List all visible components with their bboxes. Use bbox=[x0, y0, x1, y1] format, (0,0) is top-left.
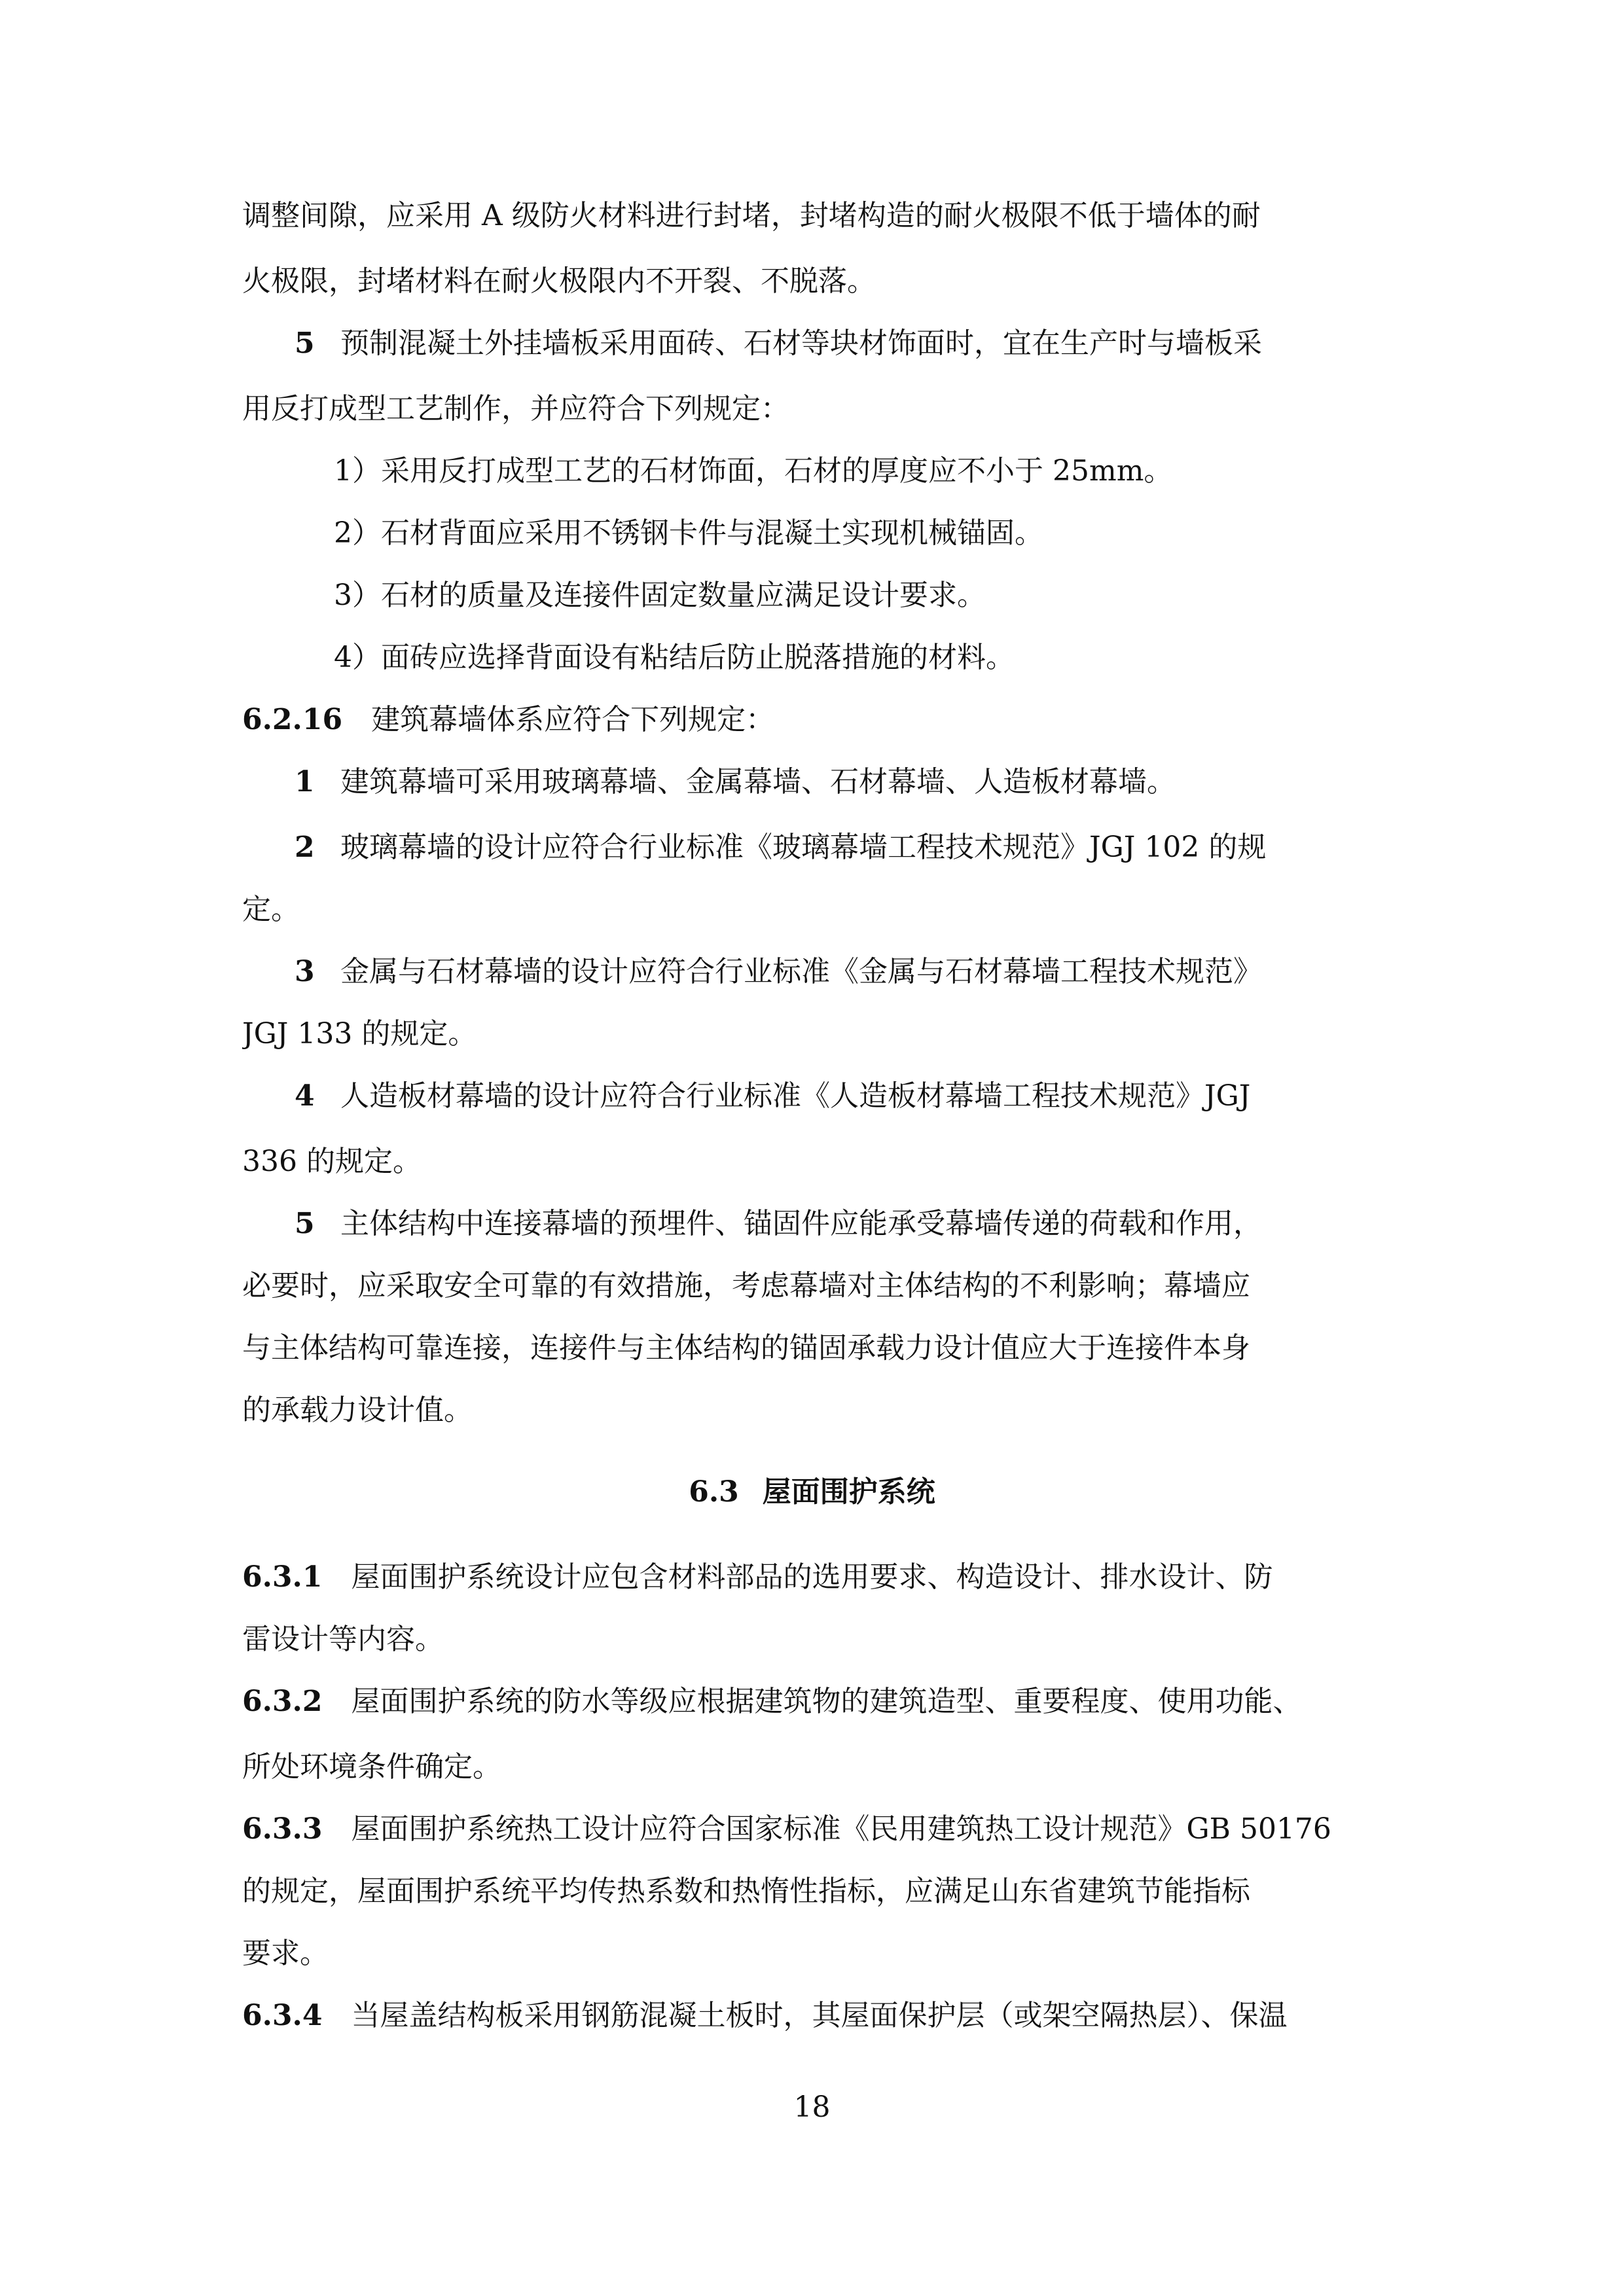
text-line: JGJ 133 的规定。 bbox=[242, 1017, 477, 1050]
list-item-5: 5 预制混凝土外挂墙板采用面砖、石材等块材饰面时，宜在生产时与墙板采 bbox=[242, 324, 1394, 363]
list-item-3: 3 金属与石材幕墙的设计应符合行业标准《金属与石材幕墙工程技术规范》 bbox=[242, 952, 1394, 992]
sub-item-2: 2）石材背面应采用不锈钢卡件与混凝土实现机械锚固。 bbox=[334, 516, 1043, 550]
sub-item-1: 1）采用反打成型工艺的石材饰面，石材的厚度应不小于 25mm。 bbox=[334, 454, 1173, 488]
clause-6-3-4: 6.3.4 当屋盖结构板采用钢筋混凝土板时，其屋面保护层（或架空隔热层）、保温 bbox=[242, 1999, 1288, 2032]
item-number: 1 bbox=[295, 765, 315, 798]
item-number: 5 bbox=[295, 1207, 315, 1240]
text-line: 调整间隙，应采用 A 级防火材料进行封堵，封堵构造的耐火极限不低于墙体的耐 bbox=[242, 199, 1261, 232]
text-line: 的承载力设计值。 bbox=[242, 1393, 473, 1427]
text-line: 必要时，应采取安全可靠的有效措施，考虑幕墙对主体结构的不利影响；幕墙应 bbox=[242, 1269, 1250, 1302]
page-number: 18 bbox=[793, 2090, 831, 2124]
text-line: 所处环境条件确定。 bbox=[242, 1750, 501, 1784]
clause-6-3-2: 6.3.2 屋面围护系统的防水等级应根据建筑物的建筑造型、重要程度、使用功能、 bbox=[242, 1685, 1302, 1718]
section-number: 6.3 bbox=[689, 1475, 739, 1509]
list-item-5b: 5 主体结构中连接幕墙的预埋件、锚固件应能承受幕墙传递的荷载和作用， bbox=[242, 1204, 1394, 1244]
text-line: 定。 bbox=[242, 893, 300, 926]
text-line: 的规定，屋面围护系统平均传热系数和热惰性指标，应满足山东省建筑节能指标 bbox=[242, 1874, 1250, 1908]
section-heading bbox=[0, 1473, 1624, 1512]
list-item-2: 2 玻璃幕墙的设计应符合行业标准《玻璃幕墙工程技术规范》JGJ 102 的规 bbox=[242, 828, 1394, 867]
text-line: 要求。 bbox=[242, 1937, 329, 1970]
clause-number: 6.3.3 bbox=[242, 1812, 323, 1846]
clause-number: 6.3.4 bbox=[242, 1999, 323, 2032]
clause-6-3-1: 6.3.1 屋面围护系统设计应包含材料部品的选用要求、构造设计、排水设计、防 bbox=[242, 1560, 1273, 1594]
item-number: 3 bbox=[295, 955, 315, 988]
item-number: 5 bbox=[295, 327, 315, 360]
sub-item-4: 4）面砖应选择背面设有粘结后防止脱落措施的材料。 bbox=[334, 641, 1015, 674]
clause-6-2-16: 6.2.16 建筑幕墙体系应符合下列规定： bbox=[242, 703, 775, 736]
clause-number: 6.3.2 bbox=[242, 1685, 323, 1718]
sub-item-3: 3）石材的质量及连接件固定数量应满足设计要求。 bbox=[334, 579, 986, 612]
text-line: 火极限，封堵材料在耐火极限内不开裂、不脱落。 bbox=[242, 264, 876, 298]
list-item-1: 1 建筑幕墙可采用玻璃幕墙、金属幕墙、石材幕墙、人造板材幕墙。 bbox=[242, 762, 1394, 802]
clause-6-3-3: 6.3.3 屋面围护系统热工设计应符合国家标准《民用建筑热工设计规范》GB 50176 bbox=[242, 1812, 1331, 1846]
text-line: 用反打成型工艺制作，并应符合下列规定： bbox=[242, 392, 789, 425]
item-number: 4 bbox=[295, 1079, 315, 1113]
text-line: 与主体结构可靠连接，连接件与主体结构的锚固承载力设计值应大于连接件本身 bbox=[242, 1331, 1250, 1365]
item-number: 2 bbox=[295, 831, 315, 864]
text-line: 336 的规定。 bbox=[242, 1145, 422, 1178]
section-title: 屋面围护系统 bbox=[762, 1475, 935, 1509]
clause-number: 6.2.16 bbox=[242, 703, 343, 736]
clause-number: 6.3.1 bbox=[242, 1560, 323, 1594]
list-item-4: 4 人造板材幕墙的设计应符合行业标准《人造板材幕墙工程技术规范》JGJ bbox=[242, 1077, 1394, 1116]
text-line: 雷设计等内容。 bbox=[242, 1623, 444, 1656]
